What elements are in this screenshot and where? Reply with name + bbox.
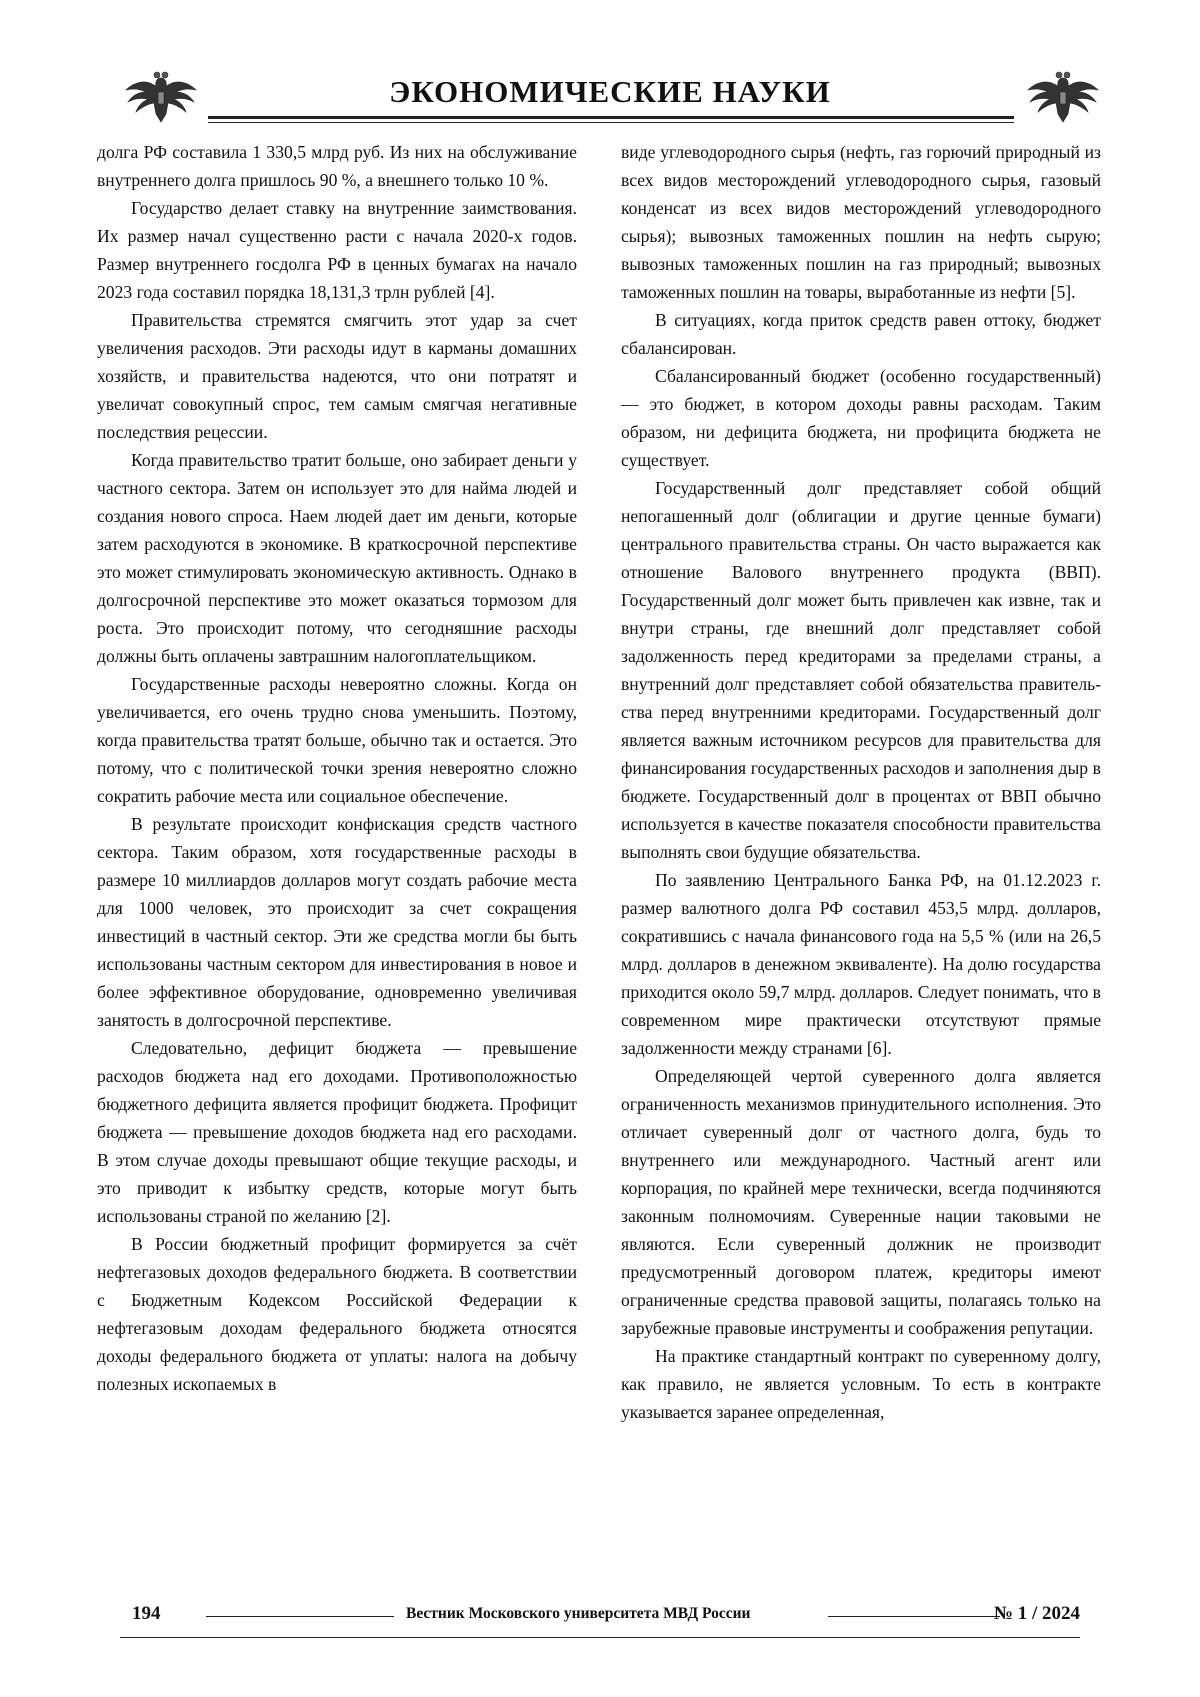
page-header: [110, 66, 1100, 126]
footer-rule: [828, 1616, 1000, 1617]
paragraph: Государственный долг представляет собой общий непогашенный долг (облигации и другие ценные бумаги) центрального правительства страны. Он часто выражается как отношение Валового внутреннего продукта (ВВП). Государственный долг может быть привлечен как извне, так и внутри страны, где внешний долг представляет собой задолженность перед кредиторами за пределами страны, а внутренний долг представляет собой обязательства правительства перед внутренними кредиторами. Государственный долг является важным источником ресурсов для правительства для финансирования государственных расходов и заполнения дыр в бюджете. Государственный долг в процентах от ВВП обычно используется в качестве показателя способности правительства выполнять свои будущие обязательства.: [621, 478, 1101, 862]
paragraph: Государство делает ставку на внутренние заимствования. Их размер начал существенно расти с начала 2020-х годов. Размер внутреннего госдолга РФ в ценных бумагах на начало 2023 года составил порядка 18,131,3 трлн рублей [4].: [97, 198, 577, 302]
footer-rule: [206, 1616, 394, 1617]
paragraph: виде углеводородного сырья (нефть, газ горючий природный из всех видов месторождений углеводородного сырья, газовый конденсат из всех видов месторождений углеводородного сырья); вывозных таможенных пошлин на нефть сырую; вывозных таможенных пошлин на газ природный; вывозных таможенных пошлин на товары, выработанные из нефти [5].: [621, 142, 1101, 302]
page-footer: [120, 1603, 1080, 1633]
journal-title: Вестник Московского университета МВД России: [406, 1605, 751, 1622]
left-column: [97, 138, 577, 1398]
paragraph: Правительства стремятся смягчить этот удар за счет увеличения расходов. Эти расходы идут в карманы домашних хозяйств, и правительства надеются, что они потратят и увеличат совокупный спрос, тем самым смягчая негативные последствия рецессии.: [97, 310, 577, 442]
paragraph: Следовательно, дефицит бюджета — превышение расходов бюджета над его доходами. Противоположностью бюджетного дефицита является профицит бюджета. Профицит бюджета — превышение доходов бюджета над его расходами. В этом случае доходы превышают общие текущие расходы, и это приводит к избытку средств, которые могут быть использованы страной по желанию [2].: [97, 1038, 577, 1226]
header-rule: [208, 116, 1014, 119]
right-column: [621, 138, 1101, 1426]
paragraph: Государственные расходы невероятно сложны. Когда он увеличивается, его очень трудно снова уменьшить. Поэтому, когда правительства тратят больше, обычно так и остается. Это потому, что с политической точки зрения невероятно сложно сократить рабочие места или социальное обеспечение.: [97, 674, 577, 806]
page-number: 194: [132, 1603, 161, 1624]
paragraph: На практике стандартный контракт по суверенному долгу, как правило, не является условным. То есть в контракте указывается заранее определенная,: [621, 1346, 1101, 1422]
paragraph: Сбалансированный бюджет (особенно государственный) — это бюджет, в котором доходы равны расходам. Таким образом, ни дефицита бюджета, ни профицита бюджета не существует.: [621, 366, 1101, 470]
header-rule-thin: [208, 122, 1014, 123]
paragraph: В ситуациях, когда приток средств равен оттоку, бюджет сбалансирован.: [621, 310, 1101, 358]
paragraph: В результате происходит конфискация средств частного сектора. Таким образом, хотя государственные расходы в размере 10 миллиардов долларов могут создать рабочие места для 1000 человек, это происходит за счет сокращения инвестиций в частный сектор. Эти же средства могли бы быть использованы частным сектором для инвестирования в новое и более эффективное оборудование, одновременно увеличивая занятость в долгосрочной перспективе.: [97, 814, 577, 1030]
footer-bottom-rule: [120, 1637, 1080, 1638]
paragraph: Когда правительство тратит больше, оно забирает деньги у частного сектора. Затем он использует это для найма людей и создания нового спроса. Наем людей дает им деньги, которые затем расходуются в экономике. В краткосрочной перспективе это может стимулировать экономическую активность. Однако в долгосрочной перспективе это может оказаться тормозом для роста. Это происходит потому, что сегодняшние расходы должны быть оплачены завтрашним налогоплательщиком.: [97, 450, 577, 666]
paragraph: В России бюджетный профицит формируется за счёт нефтегазовых доходов федерального бюджета. В соответствии с Бюджетным Кодексом Российской Федерации к нефтегазовым доходам федерального бюджета относятся доходы федерального бюджета от уплаты: налога на добычу полезных ископаемых в: [97, 1234, 577, 1394]
paragraph: Определяющей чертой суверенного долга является ограниченность механизмов принудительного исполнения. Это отличает суверенный долг от частного долга, будь то внутреннего или международного. Частный агент или корпорация, по крайней мере технически, всегда подчиняются законным полномочиям. Суверенные нации таковыми не являются. Если суверенный должник не производит предусмотренный договором платеж, кредиторы имеют ограниченные средства правовой защиты, полагаясь только на зарубежные правовые инструменты и соображения репутации.: [621, 1066, 1101, 1338]
issue-number: № 1 / 2024: [993, 1603, 1080, 1624]
eagle-emblem-icon: [1026, 70, 1100, 124]
section-title: ЭКОНОМИЧЕСКИЕ НАУКИ: [389, 74, 831, 109]
paragraph: долга РФ составила 1 330,5 млрд руб. Из них на обслуживание внутреннего долга пришлось 90 %, а внешнего только 10 %.: [97, 142, 577, 190]
eagle-emblem-icon: [124, 70, 198, 124]
paragraph: По заявлению Центрального Банка РФ, на 01.12.2023 г. размер валютного долга РФ составил 453,5 млрд. долларов, сократившись с начала финансового года на 5,5 % (или на 26,5 млрд. долларов в денежном эквиваленте). На долю государства приходится около 59,7 млрд. долларов. Следует понимать, что в современном мире практически отсутствуют прямые задолженности между странами [6].: [621, 870, 1101, 1058]
